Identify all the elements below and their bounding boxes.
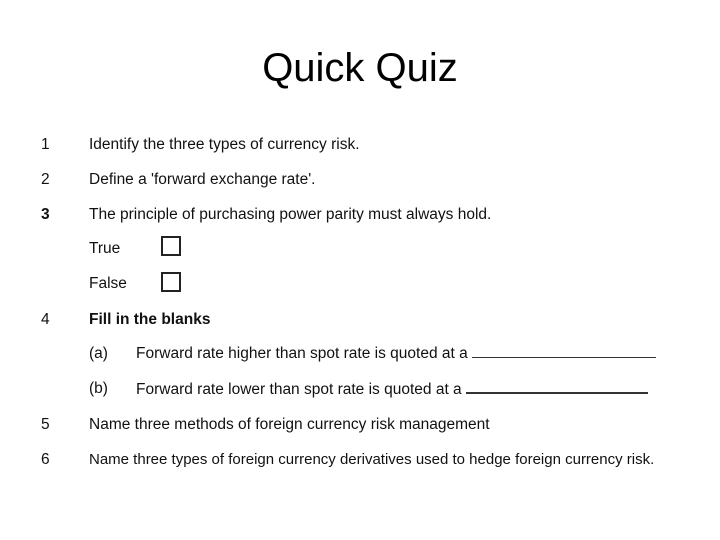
blank-line[interactable]: [472, 343, 656, 358]
blank-label: (a): [89, 345, 108, 362]
question-text: Define a 'forward exchange rate'.: [89, 171, 316, 188]
blank-text: [136, 343, 656, 365]
question-text: Name three methods of foreign currency risk management: [89, 416, 490, 433]
blank-sentence: Forward rate higher than spot rate is quoted at a: [136, 345, 468, 362]
question-text: Fill in the blanks: [89, 311, 211, 328]
question-text: Name three types of foreign currency derivatives used to hedge foreign currency risk.: [89, 451, 655, 468]
question-number: 1: [41, 136, 50, 153]
question-number: 5: [41, 416, 50, 433]
blank-sentence: Forward rate lower than spot rate is quoted at a: [136, 381, 462, 398]
blank-label: (b): [89, 380, 108, 397]
option-label: False: [89, 275, 127, 292]
true-checkbox[interactable]: [161, 236, 181, 256]
question-number: 3: [41, 206, 50, 223]
page-title: Quick Quiz: [262, 46, 458, 90]
blank-line[interactable]: [466, 378, 648, 394]
question-text: Identify the three types of currency risk.: [89, 136, 360, 153]
question-text: The principle of purchasing power parity must always hold.: [89, 206, 492, 223]
blank-text: [136, 378, 648, 401]
question-number: 4: [41, 311, 50, 328]
question-number: 6: [41, 451, 50, 468]
false-checkbox[interactable]: [161, 272, 181, 292]
question-number: 2: [41, 171, 50, 188]
option-label: True: [89, 240, 121, 257]
